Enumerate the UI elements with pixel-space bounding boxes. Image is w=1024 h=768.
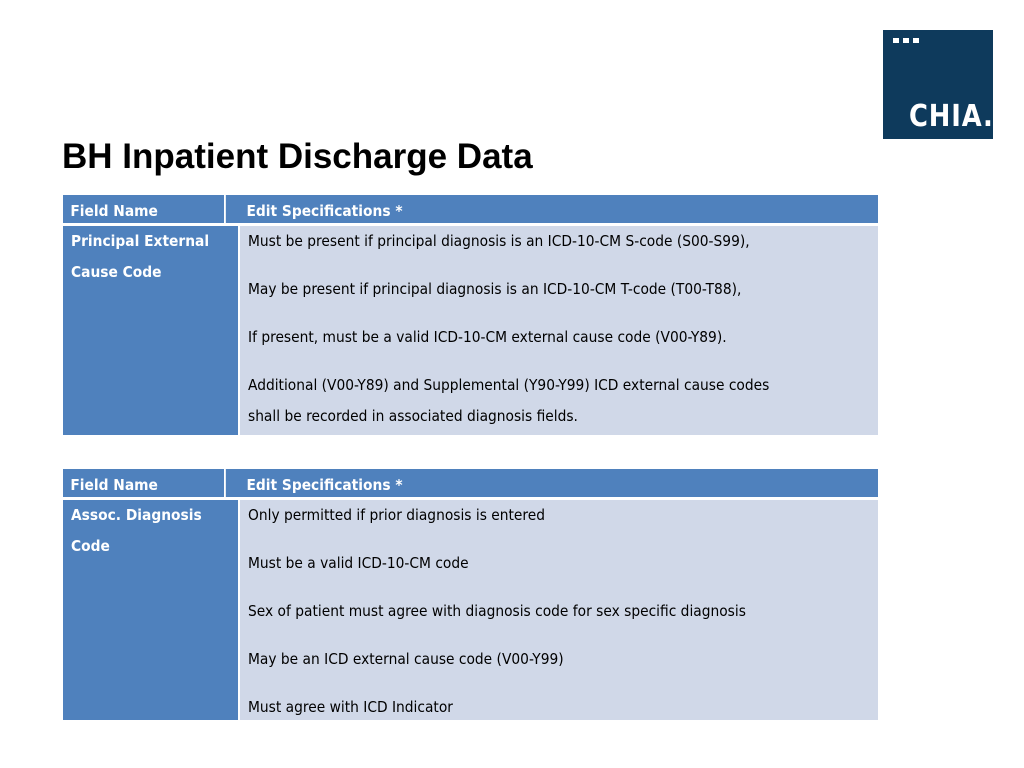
field-name-line: Code [71, 537, 110, 555]
spec-item: If present, must be a valid ICD-10-CM external cause code (V00-Y89). [248, 328, 727, 346]
spec-item: shall be recorded in associated diagnosis fields. [248, 407, 578, 425]
page-title: BH Inpatient Discharge Data [62, 137, 533, 176]
table-row [63, 500, 878, 720]
table-row [63, 226, 878, 435]
header-field-name: Field Name [63, 195, 226, 223]
logo-text: CHIA. [909, 99, 994, 134]
table-header [63, 469, 878, 497]
field-name-line: Cause Code [71, 263, 162, 281]
spec-item: May be present if principal diagnosis is an ICD-10-CM T-code (T00-T88), [248, 280, 742, 298]
spec-item: Must agree with ICD Indicator [248, 698, 453, 716]
spec-table-principal-external-cause [63, 195, 878, 435]
header-edit-specifications: Edit Specifications * [246, 476, 403, 494]
field-name-line: Principal External [71, 232, 210, 250]
spec-item: Must be present if principal diagnosis is an ICD-10-CM S-code (S00-S99), [248, 232, 750, 250]
specifications-cell [240, 226, 878, 435]
spec-item: May be an ICD external cause code (V00-Y99) [248, 650, 564, 668]
chia-logo [883, 30, 993, 139]
field-name-cell [63, 500, 238, 720]
field-name-line: Assoc. Diagnosis [71, 506, 202, 524]
header-field-name: Field Name [63, 469, 226, 497]
spec-item: Additional (V00-Y89) and Supplemental (Y90-Y99) ICD external cause codes [248, 376, 770, 394]
spec-item: Sex of patient must agree with diagnosis code for sex specific diagnosis [248, 602, 746, 620]
table-header [63, 195, 878, 223]
field-name-cell [63, 226, 238, 435]
specifications-cell [240, 500, 878, 720]
spec-item: Only permitted if prior diagnosis is entered [248, 506, 546, 524]
spec-table-assoc-diagnosis [63, 469, 878, 720]
header-edit-specifications: Edit Specifications * [246, 202, 403, 220]
spec-item: Must be a valid ICD-10-CM code [248, 554, 469, 572]
logo-dots-icon [893, 38, 919, 43]
